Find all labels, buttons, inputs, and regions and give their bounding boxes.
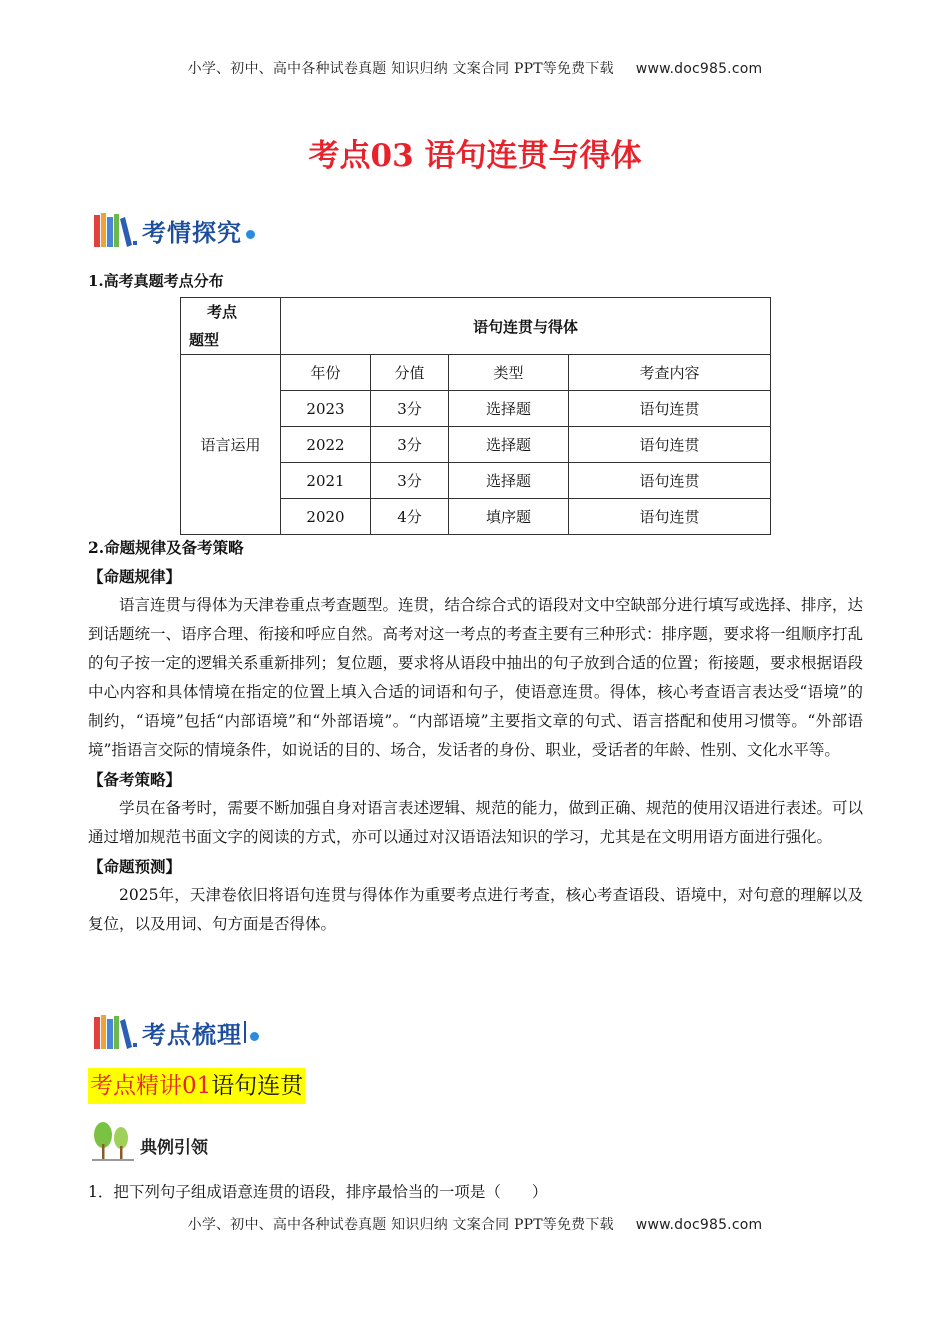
highlight-suffix: 语句连贯: [211, 1073, 304, 1099]
forecast-paragraph: 2025年，天津卷依旧将语句连贯与得体作为重要考点进行考查，核心考查语段、语境中，对句意的理解以及复位，以及用词、句方面是否得体。: [88, 886, 863, 933]
table-cell: 语句连贯: [569, 499, 771, 535]
table-cell: 2023: [281, 391, 371, 427]
table-cell: 2022: [281, 427, 371, 463]
table-row-label: 语言运用: [181, 355, 281, 535]
banner-title: 考情探究: [142, 218, 242, 247]
table-cell: 3分: [371, 391, 449, 427]
section-heading-distribution: 1.高考真题考点分布: [88, 272, 224, 290]
banner-title: 考点梳理: [142, 1020, 242, 1049]
highlight-prefix: 考点精讲01: [90, 1073, 212, 1099]
question-1: 1．把下列句子组成语意连贯的语段，排序最恰当的一项是（ ）: [88, 1183, 548, 1201]
table-cell: 填序题: [449, 499, 569, 535]
strategy-section: [88, 533, 863, 939]
table-col-header: 年份: [281, 355, 371, 391]
table-cell: 选择题: [449, 463, 569, 499]
table-cell: 4分: [371, 499, 449, 535]
header-text: 小学、初中、高中各种试卷真题 知识归纳 文案合同 PPT等免费下载: [187, 61, 614, 77]
dot-icon: [250, 1032, 259, 1041]
example-banner: [90, 1120, 208, 1162]
example-banner-title: 典例引领: [140, 1138, 208, 1158]
highlight-heading: [88, 1068, 305, 1104]
page-footer: [0, 1214, 950, 1234]
table-cell: 语句连贯: [569, 427, 771, 463]
trees-icon: [90, 1120, 134, 1162]
table-row: [181, 298, 771, 355]
strategy-paragraph: 学员在备考时，需要不断加强自身对语言表述逻辑、规范的能力，做到正确、规范的使用汉语进行表述。可以通过增加规范书面文字的阅读的方式，亦可以通过对汉语语法知识的学习，尤其是在文明用语方面进行强化。: [88, 799, 864, 846]
table-cell: 2020: [281, 499, 371, 535]
page-title: 考点03 语句连贯与得体: [308, 138, 642, 174]
rule-paragraph: 语言连贯与得体为天津卷重点考查题型。连贯，结合综合式的语段对文中空缺部分进行填写或选择、排序，达到话题统一、语序合理、衔接和呼应自然。高考对这一考点的考查主要有三种形式：排序题，要求将一组顺序打乱的句子按一定的逻辑关系重新排列；复位题，要求将从语段中抽出的句子放到合适的位置；衔接题，要求根据语段中心内容和具体情境在指定的位置上填入合适的词语和句子，使语意连贯。得体，核心考查语言表达受“语境”的制约，“语境”包括“内部语境”和“外部语境”。“内部语境”主要指文章的句式、语言搭配和使用习惯等。“外部语境”指语言交际的情境条件，如说话的目的、场合，发话者的身份、职业，受话者的年龄、性别、文化水平等。: [88, 596, 864, 759]
table-row: [181, 355, 771, 391]
section-heading-strategy: 2.命题规律及备考策略: [88, 538, 244, 557]
footer-text: 小学、初中、高中各种试卷真题 知识归纳 文案合同 PPT等免费下载: [187, 1217, 614, 1233]
strategy-heading: 【备考策略】: [88, 770, 182, 789]
books-icon: [92, 1013, 138, 1051]
table-corner-cell: [181, 298, 281, 355]
banner-key-points: [92, 1008, 259, 1056]
table-cell: 2021: [281, 463, 371, 499]
footer-site[interactable]: www.doc985.com: [635, 1217, 763, 1233]
page-header: [0, 58, 950, 78]
table-col-header: 考查内容: [569, 355, 771, 391]
corner-top-label: 考点: [207, 303, 238, 321]
rule-heading: 【命题规律】: [88, 567, 182, 586]
banner-exam-analysis: [92, 206, 255, 254]
table-col-header: 类型: [449, 355, 569, 391]
dot-icon: [246, 230, 255, 239]
corner-bottom-label: 题型: [189, 331, 220, 349]
exam-distribution-table: [180, 297, 771, 535]
table-topic-cell: 语句连贯与得体: [281, 298, 771, 355]
table-cell: 选择题: [449, 427, 569, 463]
forecast-heading: 【命题预测】: [88, 857, 182, 876]
table-col-header: 分值: [371, 355, 449, 391]
header-site[interactable]: www.doc985.com: [635, 61, 763, 77]
table-cell: 3分: [371, 427, 449, 463]
table-cell: 语句连贯: [569, 463, 771, 499]
table-cell: 选择题: [449, 391, 569, 427]
books-icon: [92, 211, 138, 249]
table-cell: 语句连贯: [569, 391, 771, 427]
cursor-bar: [244, 1021, 246, 1043]
table-cell: 3分: [371, 463, 449, 499]
